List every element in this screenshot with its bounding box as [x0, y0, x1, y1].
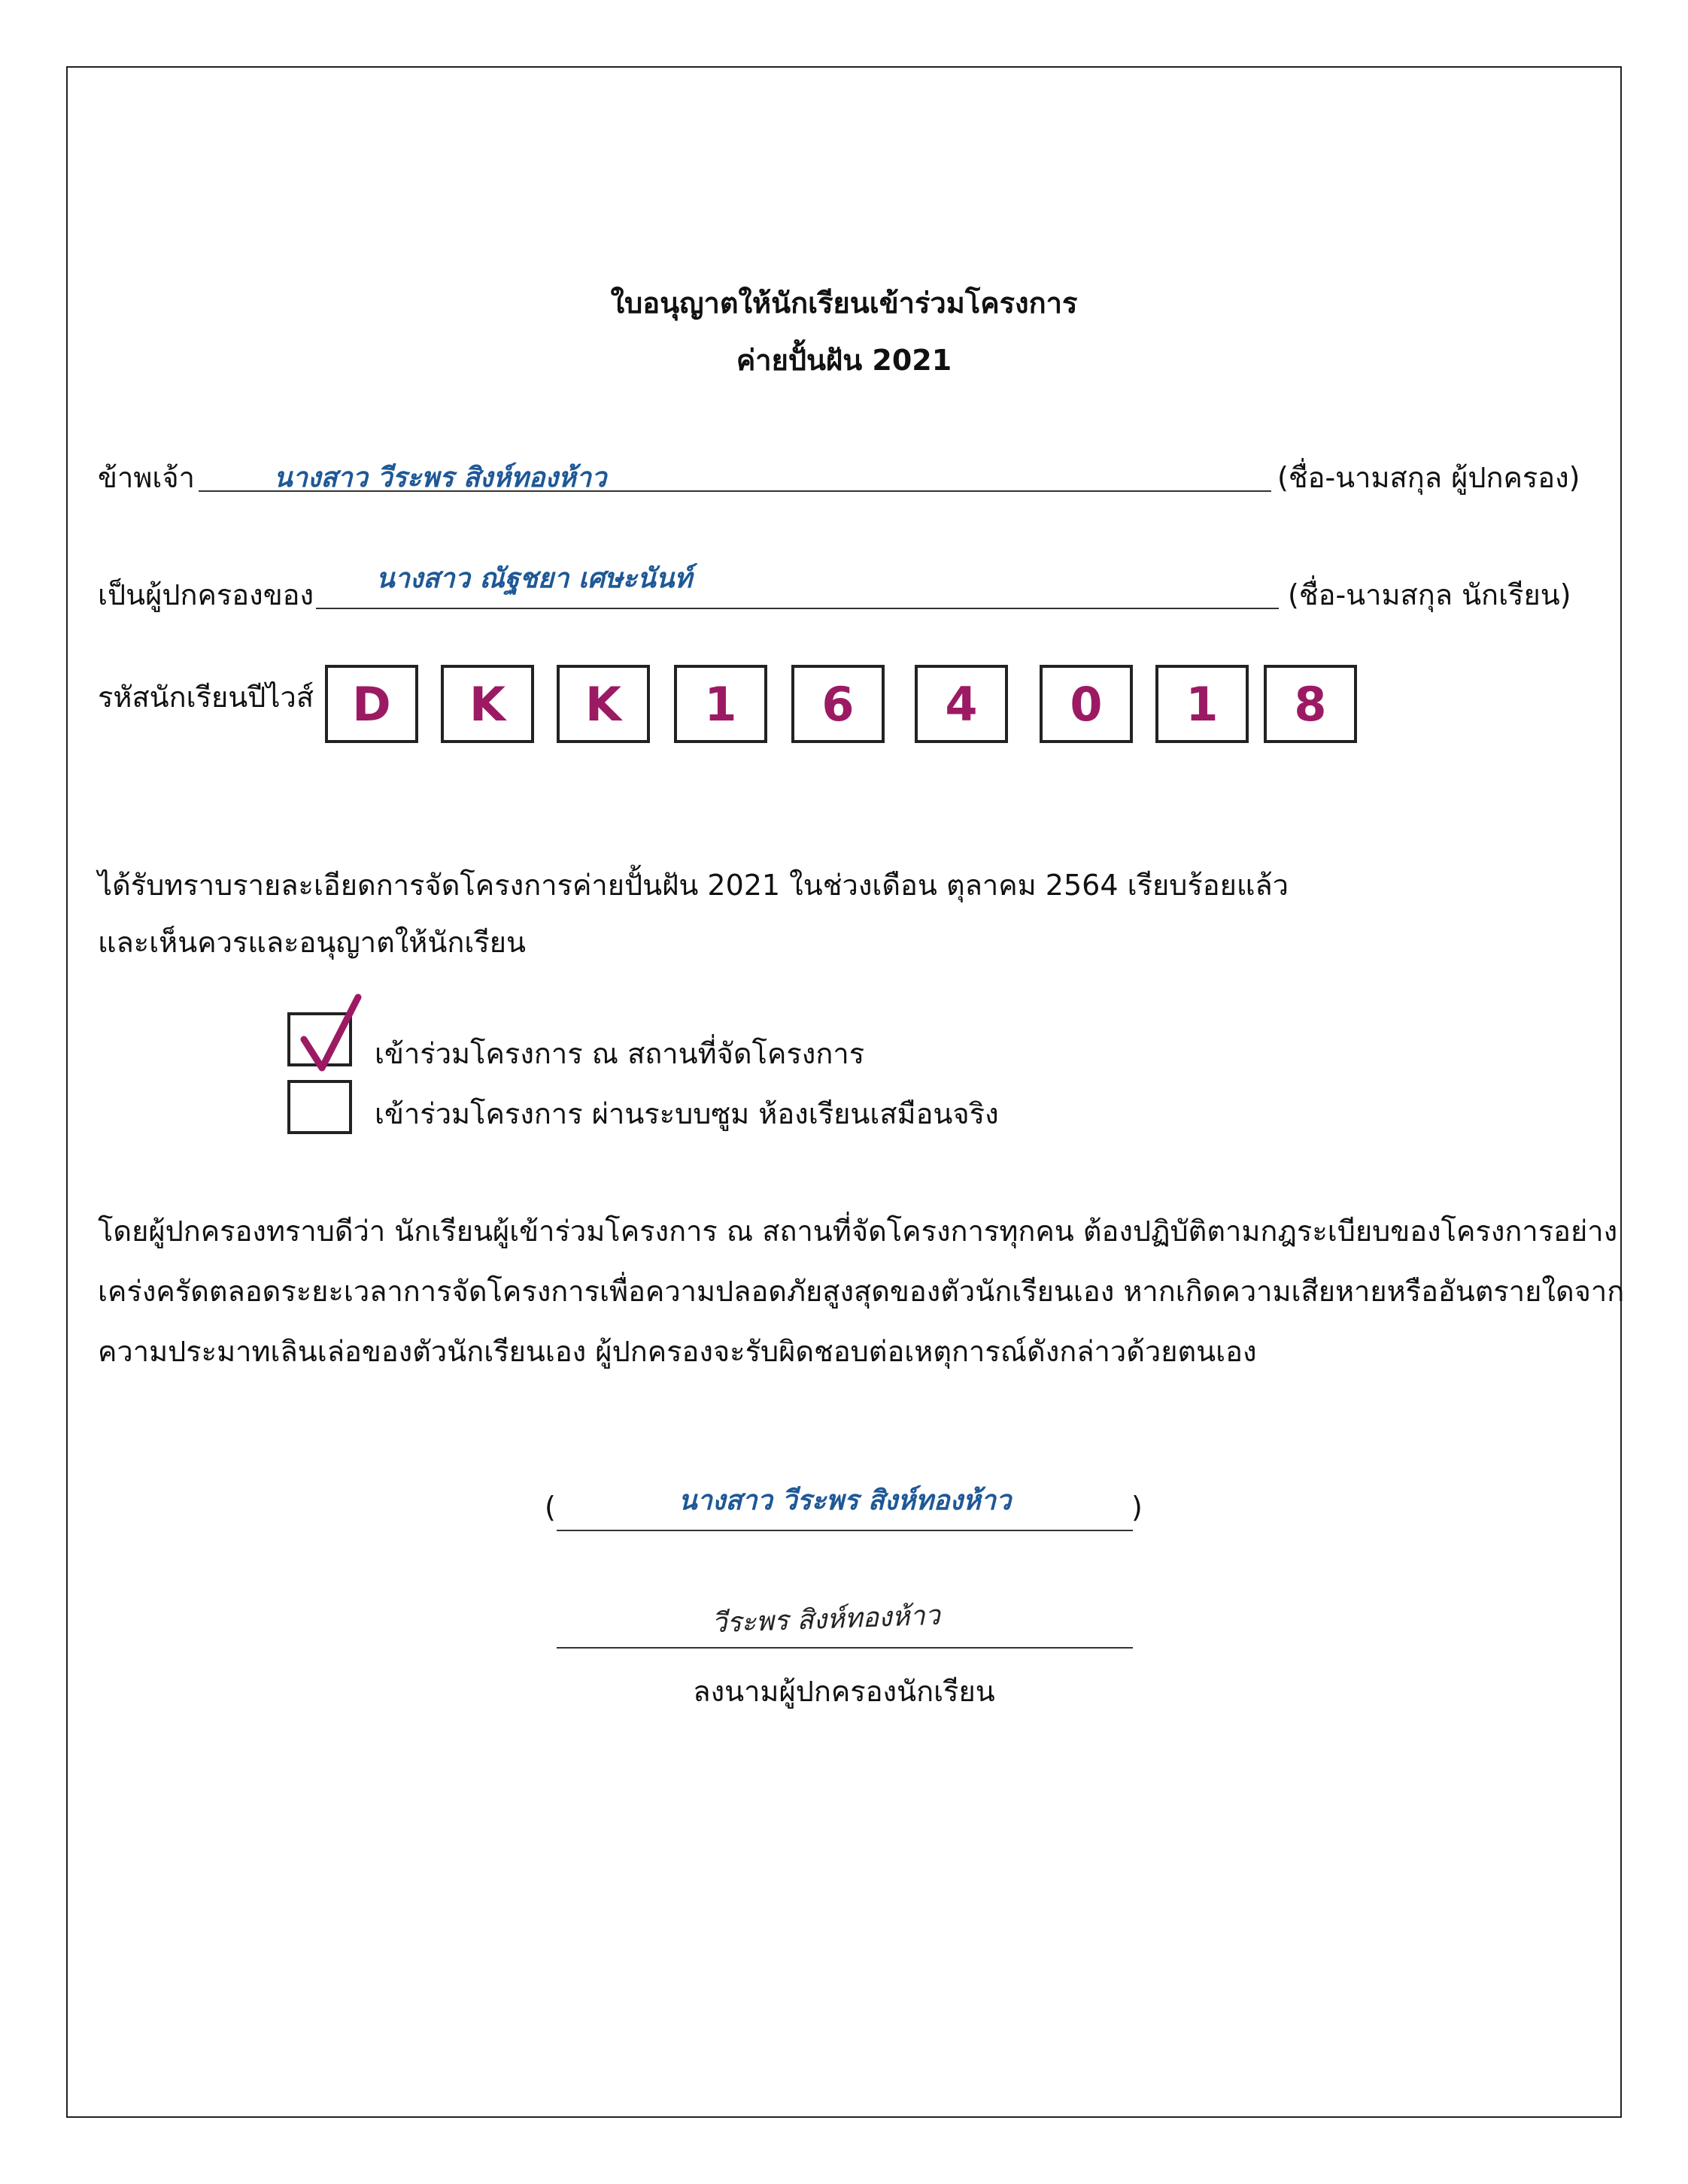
close-parenthesis: ): [1131, 1491, 1143, 1524]
student-label: เป็นผู้ปกครองของ: [98, 578, 314, 611]
student-id-box[interactable]: 4: [915, 665, 1008, 743]
student-name-field[interactable]: นางสาว ณัฐชยา เศษะนันท์: [376, 563, 693, 594]
acknowledgement-line-1: ได้รับทราบรายละเอียดการจัดโครงการค่ายปั้นฝัน 2021 ในช่วงเดือน ตุลาคม 2564 เรียบร้อยแล้ว: [98, 869, 1289, 902]
guardian-signature: วีระพร สิงห์ทองห้าว: [711, 1600, 941, 1640]
student-id-box[interactable]: 8: [1264, 665, 1357, 743]
open-parenthesis: (: [545, 1491, 556, 1524]
student-name-line: [316, 608, 1279, 609]
student-id-box[interactable]: 1: [1155, 665, 1249, 743]
terms-line-2: เคร่งครัดตลอดระยะเวลาการจัดโครงการเพื่อความปลอดภัยสูงสุดของตัวนักเรียนเอง หากเกิดความเสียหายหรืออันตรายใดจาก: [98, 1275, 1625, 1308]
student-id-label: รหัสนักเรียนปีไวส์: [98, 681, 314, 714]
checkmark-icon: [298, 993, 366, 1075]
terms-line-3: ความประมาทเลินเล่อของตัวนักเรียนเอง ผู้ปกครองจะรับผิดชอบต่อเหตุการณ์ดังกล่าวด้วยตนเอง: [98, 1335, 1257, 1368]
student-id-box[interactable]: K: [557, 665, 650, 743]
terms-line-1: โดยผู้ปกครองทราบดีว่า นักเรียนผู้เข้าร่วมโครงการ ณ สถานที่จัดโครงการทุกคน ต้องปฏิบัติตามกฎระเบียบของโครงการอย่าง: [98, 1215, 1618, 1248]
student-suffix: (ชื่อ-นามสกุล นักเรียน): [1288, 578, 1571, 611]
signature-line: [557, 1647, 1133, 1649]
form-title: ใบอนุญาตให้นักเรียนเข้าร่วมโครงการ: [610, 287, 1078, 320]
student-id-box[interactable]: D: [325, 665, 418, 743]
guardian-label: ข้าพเจ้า: [98, 461, 195, 494]
printed-name-line: [557, 1530, 1133, 1531]
student-id-box[interactable]: 0: [1040, 665, 1133, 743]
option-onsite-label: เข้าร่วมโครงการ ณ สถานที่จัดโครงการ: [375, 1037, 865, 1070]
student-id-box[interactable]: 6: [791, 665, 885, 743]
signature-caption: ลงนามผู้ปกครองนักเรียน: [693, 1675, 995, 1708]
student-id-box[interactable]: 1: [674, 665, 767, 743]
printed-name-field[interactable]: นางสาว วีระพร สิงห์ทองห้าว: [679, 1485, 1012, 1516]
student-id-box[interactable]: K: [441, 665, 534, 743]
guardian-name-field[interactable]: นางสาว วีระพร สิงห์ทองห้าว: [274, 463, 607, 493]
acknowledgement-line-2: และเห็นควรและอนุญาตให้นักเรียน: [98, 926, 526, 959]
form-subtitle: ค่ายปั้นฝัน 2021: [736, 344, 952, 377]
option-zoom-checkbox[interactable]: [287, 1080, 352, 1134]
option-zoom-label: เข้าร่วมโครงการ ผ่านระบบซูม ห้องเรียนเสมือนจริง: [375, 1097, 999, 1130]
guardian-suffix: (ชื่อ-นามสกุล ผู้ปกครอง): [1277, 461, 1580, 494]
